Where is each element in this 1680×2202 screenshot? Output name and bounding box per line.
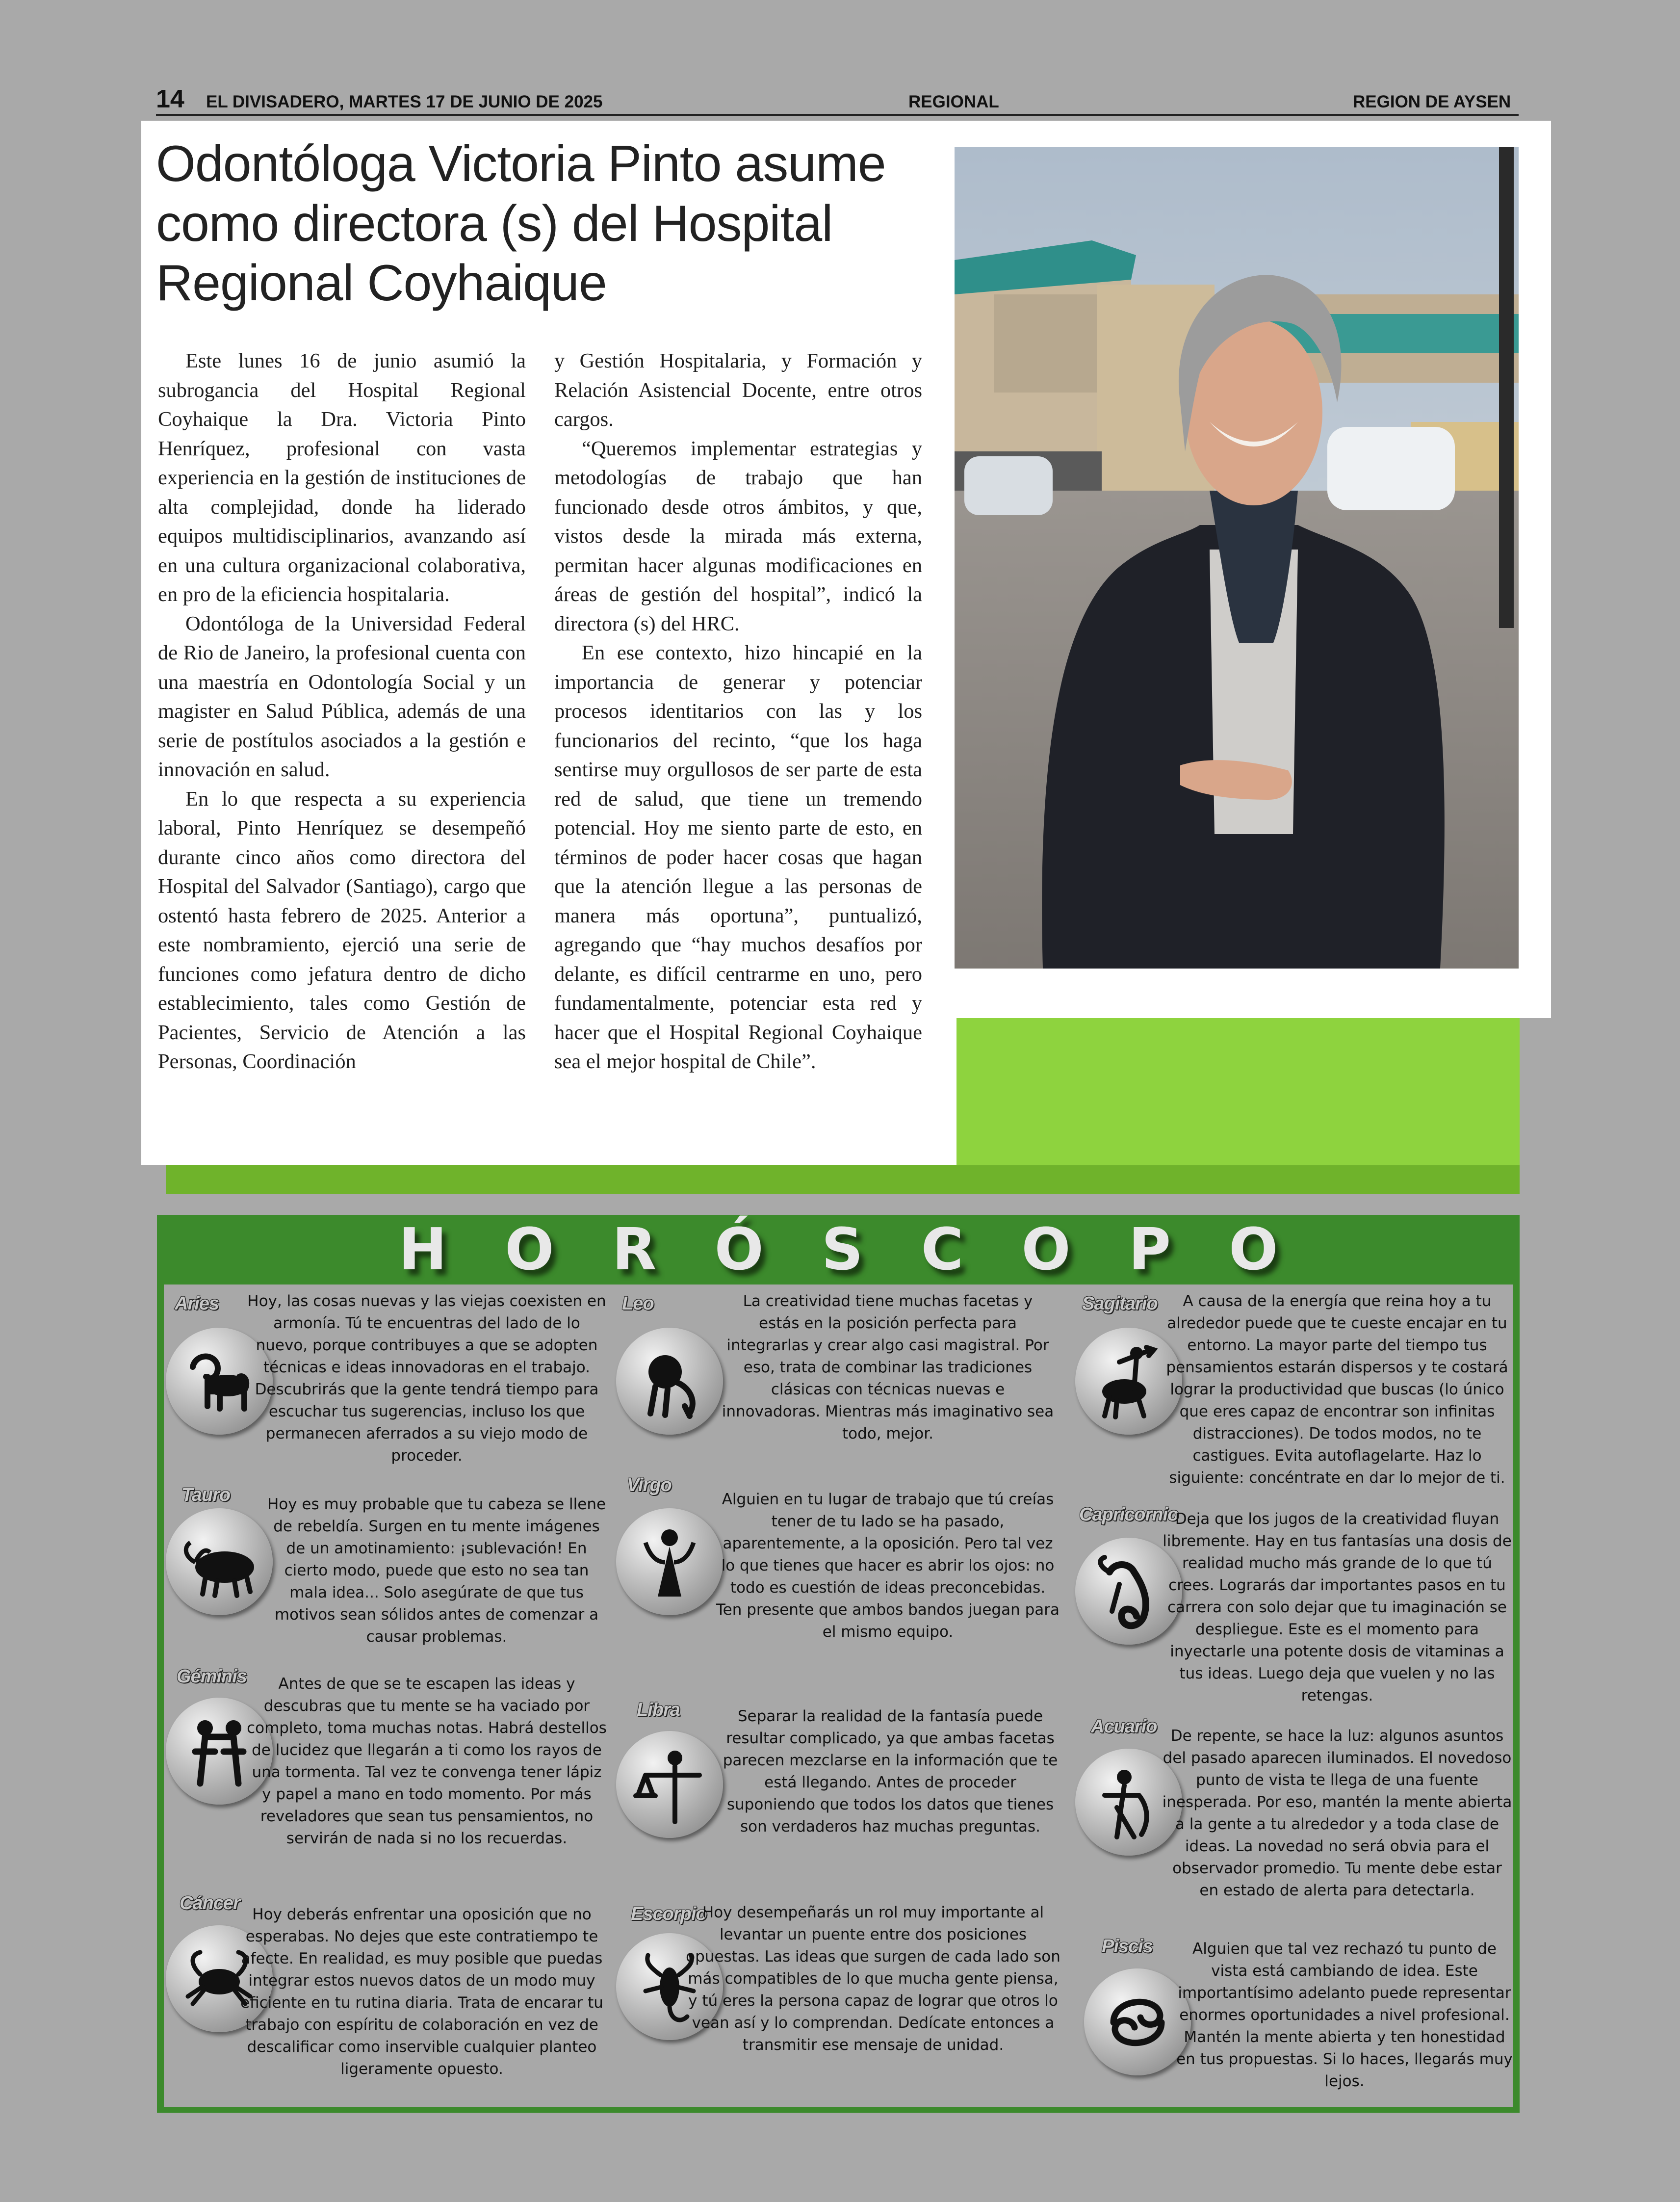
sign-name-cancer: Cáncer [180,1893,240,1914]
sign-text-capricornio: Deja que los jugos de la creatividad fluyan libremente. Hay en tus fantasías una dosis de realidad mucho más grande de lo que tú crees. Lograrás dar importantes pasos en tu carrera con solo dejar que tu imaginación se despliegue. Este es el momento para inyectarle una potente dosis de vitaminas a tus ideas. Luego deja que vuelen y no las retengas. [1163,1510,1512,1704]
article-column-1 [158,346,526,1076]
sign-text-tauro: Hoy es muy probable que tu cabeza se llene de rebeldía. Surgen en tu mente imágenes de un amotinamiento: ¡sublevación! En cierto modo, puede que esto no sea tan mala idea... Solo asegúrate de que tus motivos sean sólidos antes de comenzar a causar problemas. [267,1495,606,1646]
horoscope-title-text: HORÓSCOPO [398,1215,1336,1283]
sign-name-geminis: Géminis [177,1666,247,1687]
article-lime-block [956,1018,1520,1165]
publication-date: EL DIVISADERO, MARTES 17 DE JUNIO DE 2025 [206,92,603,111]
sign-name-libra: Libra [637,1700,680,1720]
libra-icon [616,1731,723,1838]
sign-text-cancer: Hoy deberás enfrentar una oposición que no esperabas. No dejes que este contratiempo te afecte. En realidad, es muy posible que puedas integrar estos nuevos datos de un modo muy eficiente en tu rutina diaria. Trata de encarar tu trabajo con espíritu de colaboración en vez de descalificar como inservible cualquier planteo ligeramente opuesto. [240,1906,603,2078]
paragraph: y Gestión Hospitalaria, y Formación y Relación Asistencial Docente, entre otros cargos. [554,349,922,431]
paragraph: “Queremos implementar estrategias y metodologías de trabajo que han funcionado desde otros ámbitos, y que, vistos desde la mirada más externa, permitan hacer algunas modificaciones en áreas de gestión del hospital”, indicó la directora (s) del HRC. [554,437,922,635]
section-label: REGIONAL [908,92,999,111]
sign-name-aries: Aries [175,1293,219,1314]
article-photo [955,147,1519,969]
sign-text-piscis: Alguien que tal vez rechazó tu punto de vista está cambiando de idea. Este importantísimo adelanto puede representar enormes oportunidades a nivel profesional. Mantén la mente abierta y ten honestidad en tus propuestas. Si lo haces, llegarás muy lejos. [1176,1940,1513,2090]
paragraph: En lo que respecta a su experiencia laboral, Pinto Henríquez se desempeñó durante cinco años como directora del Hospital del Salvador (Santiago), cargo que ostentó hasta febrero de 2025. Anterior a este nombramiento, ejerció una serie de funciones como jefatura dentro de dicho establecimiento, tales como Gestión de Pacientes, Servicio de Atención a las Personas, Coordinación [158,787,526,1073]
sign-text-virgo: Alguien en tu lugar de trabajo que tú creías tener de tu lado se ha pasado, aparentemente, a la oposición. Pero tal vez lo que tienes que hacer es abrir los ojos: no todo es cuestión de ideas preconcebidas. Ten presente que ambos bandos juegan para el mismo equipo. [716,1491,1060,1641]
sign-name-acuario: Acuario [1091,1716,1157,1737]
horoscope-title [157,1215,1520,1284]
sign-name-virgo: Virgo [627,1475,672,1495]
sign-text-geminis: Antes de que se te escapen las ideas y descubras que tu mente se ha vaciado por completo, toma muchas notas. Habrá destellos de lucidez que llegarán a ti como los rayos de una tormenta. Tal vez te convenga tener lápiz y papel a mano en todo momento. Por más reveladores que sean tus pensamientos, no servirán de nada si no los recuerdas. [247,1675,607,1847]
portrait-illustration [955,147,1519,969]
sign-text-aries: Hoy, las cosas nuevas y las viejas coexisten en armonía. Tú te encuentras del lado de lo nuevo, porque contribuyes a que se adopten técnicas e ideas innovadoras en el trabajo. Descubrirás que la gente tendrá tiempo para escuchar tus sugerencias, incluso los que permanecen aferrados a su viejo modo de proceder. [247,1292,606,1465]
paragraph: Este lunes 16 de junio asumió la subrogancia del Hospital Regional Coyhaique la Dra. Victoria Pinto Henríquez, profesional con vasta experiencia en la gestión de instituciones de alta complejidad, donde ha liderado equipos multidisciplinarios, avanzando así en una cultura organizacional colaborativa, en pro de la eficiencia hospitalaria. [158,349,526,606]
sign-name-capricornio: Capricornio [1079,1504,1179,1525]
article-headline: Odontóloga Victoria Pinto asume como directora (s) del Hospital Regional Coyhaique [156,135,886,312]
sign-name-sagitario: Sagitario [1082,1293,1158,1314]
sign-text-sagitario: A causa de la energía que reina hoy a tu alrededor puede que te cueste encajar en tu entorno. La mayor parte del tiempo tus pensamientos estarán dispersos y te costará lograr la productividad que buscas (lo único que eres capaz de encontrar son infinitas distracciones). De todos modos, no te castigues. Evita autoflagelarte. Haz lo siguiente: concéntrate en dar lo mejor de ti. [1166,1292,1508,1487]
sign-text-acuario: De repente, se hace la luz: algunos asuntos del pasado aparecen iluminados. El novedoso punto de vista te llega de una fuente inesperada. Por eso, mantén la mente abierta a la gente a tu alrededor y a toda clase de ideas. La novedad no será obvia para el observador promedio. Tu mente debe estar en estado de alerta para detectarla. [1162,1727,1512,1899]
virgo-icon [616,1508,723,1615]
paragraph: En ese contexto, hizo hincapié en la importancia de generar y potenciar procesos identitarios con las y los funcionarios del recinto, “que los haga sentirse muy orgullosos de ser parte de esta red de salud, que tiene un tremendo potencial. Hoy me siento parte de esto, en términos de poder hacer cosas que hagan que la atención llegue a las personas de manera más oportuna”, puntualizó, agregando que “hay muchos desafíos por delante, es difícil centrarme en uno, pero fundamentalmente, potenciar esta red y hacer que el Hospital Regional Coyhaique sea el mejor hospital de Chile”. [554,641,922,1073]
article-column-2 [554,346,922,1076]
sign-name-escorpio: Escorpio [631,1904,707,1924]
sign-name-piscis: Piscis [1102,1936,1153,1957]
paragraph: Odontóloga de la Universidad Federal de Rio de Janeiro, la profesional cuenta con una maestría en Odontología Social y un magister en Salud Pública, además de una serie de postítulos asociados a la gestión e innovación en salud. [158,612,526,781]
sign-text-escorpio: Hoy desempeñarás un rol muy importante al levantar un puente entre dos posiciones opuestas. Las ideas que surgen de cada lado son más compatibles de lo que mucha gente piensa, y tú eres la persona capaz de lograr que otros lo vean así y lo comprendan. Dedícate entonces a transmitir ese mensaje de unidad. [686,1904,1060,2054]
page-number: 14 [156,85,184,113]
region-label: REGION DE AYSEN [1353,92,1511,111]
taurus-icon [166,1508,273,1615]
sign-text-libra: Separar la realidad de la fantasía puede resultar complicado, ya que ambas facetas parecen mezclarse en la información que te está llegando. Antes de proceder suponiendo que todos los datos que tienes son verdaderos haz muchas preguntas. [723,1707,1058,1835]
leo-icon [616,1328,723,1435]
sign-text-leo: La creatividad tiene muchas facetas y estás en la posición perfecta para integrarlas y crear algo casi magistral. Por eso, trata de combinar las tradiciones clásicas con técnicas nuevas e innovadoras. Mientras más imaginativo sea todo, mejor. [722,1292,1054,1442]
header-rule [156,114,1519,116]
sign-name-leo: Leo [622,1293,654,1314]
sign-name-tauro: Tauro [181,1485,231,1505]
